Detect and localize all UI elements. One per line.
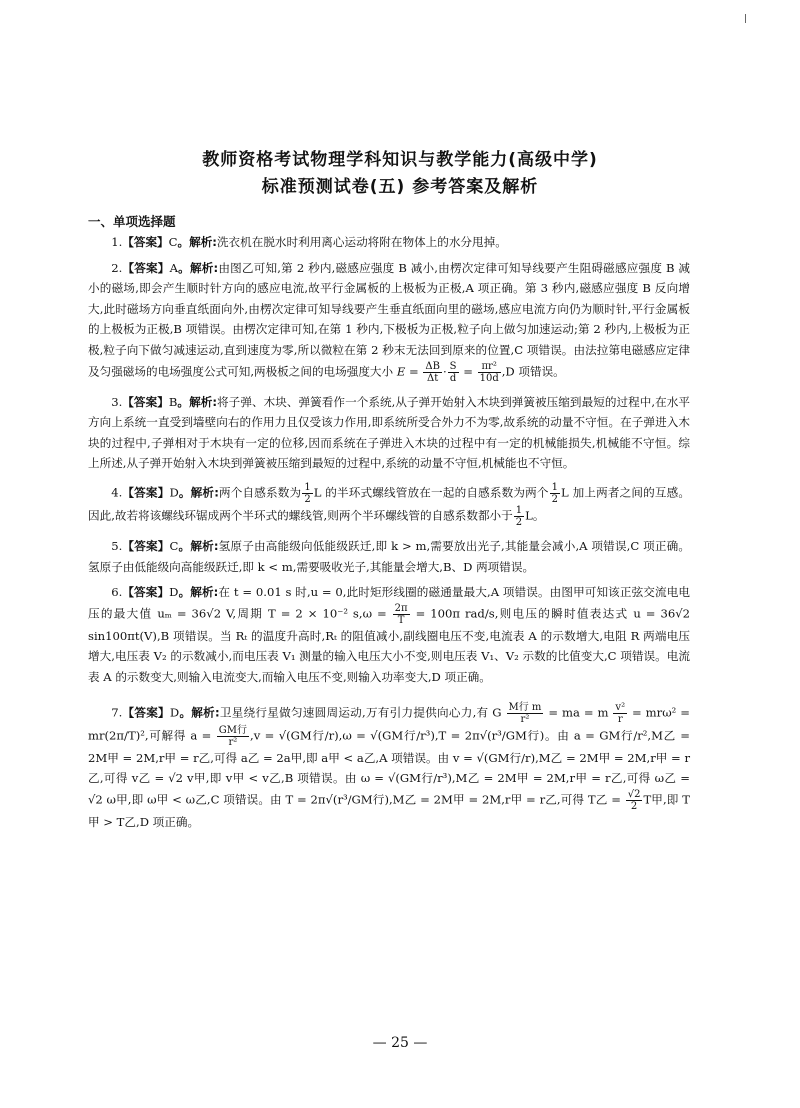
fraction: $\frac{\text{v²}}{r}$ [615,701,626,725]
fraction: $\frac{1}{2}$ [515,504,523,528]
answer-letter: C [168,235,178,249]
answer-list [88,232,690,837]
fraction: $\frac{2\pi}{T}$ [394,602,408,626]
answer-letter: A [169,260,178,275]
answer-letter: D [169,705,180,719]
answer-item-3: 3.【答案】B。解析:将子弹、木块、弹簧看作一个系统,从子弹开始射入木块到弹簧被压缩到最短的过程中,在水平方向上系统一直受到墙壁向右的作用力且仅受该力作用,即系统所受合外力不为零,故系统的动量不守恒。在子弹进入木块的过程中,子弹相对于木块有一定的位移,因而系统在子弹进入木块的过程中有一定的机械能损失,机械能不守恒。综上所述,从子弹开始射入木块到弹簧被压缩到最短的过程中,系统的动量不守恒,机械能也不守恒。 [88,394,691,471]
fraction: $\frac{√2}{2}$ [627,788,641,812]
page-subtitle: 标准预测试卷(五) 参考答案及解析 [261,177,539,197]
answer-letter: C [169,538,179,553]
fraction: $\frac{1}{2}$ [551,481,559,505]
fraction: $\frac{\text{M行 m}}{\text{r²}}$ [508,701,542,725]
fraction: $\frac{1}{2}$ [304,481,311,505]
fraction: $\frac{\text{GM行}}{\text{r²}}$ [218,724,248,748]
answer-item-6: 6.【答案】D。解析:在 t = 0.01 s 时,u = 0,此时矩形线圈的磁通量最大,A 项错误。由图甲可知该正弦交流电电压的最大值 uₘ = 36√2 V,周期 T = 2 × 10⁻² s,ω = $\frac{2\pi}{T}$ = 100π rad/s,则电压的瞬时值表达式 u = 36√2 sin100πt(V),B 项错误。当 Rₜ 的温度升高时,Rₜ 的阻值减小,副线圈电压不变,电流表 A 的示数增大,电阻 R 两端电压增大,电压表 V₂ 的示数减小,而电压表 V₁ 测量的输入电压大小不变,则电压表 V₁、V₂ 示数的比值变大,C 项错误。电流表 A 的示数变大,则输入电流变大,而输入电压不变,则输入功率变大,D 项正确。 [88,585,690,684]
fraction: $\frac{S}{d}$ [449,360,457,384]
fraction: $\frac{\Delta B}{\Delta t}$ [425,360,440,384]
answer-item-4: 4.【答案】D。解析:两个自感系数为 $\frac{1}{2}$ L 的半环式螺线管放在一起的自感系数为两个 $\frac{1}{2}$ L 加上两者之间的互感。因此,故若将该螺线环锯成两个半环式的螺线管,则两个半环螺线管的自感系数都小于 $\frac{1}{2}$ L。 [88,481,690,528]
formula-lhs: E = [396,364,419,379]
answer-letter: B [168,394,178,409]
answer-item-5: 5.【答案】C。解析:氢原子由高能级向低能级跃迁,即 k > m,需要放出光子,其能量会减小,A 项错误,C 项正确。氢原子由低能级向高能级跃迁,即 k < m,需要吸收光子,其能量会增大,B、D 两项错误。 [88,538,690,574]
answer-letter: D [169,585,179,600]
page-number: — 25 — [372,1035,428,1051]
section-heading: 一、单项选择题 [88,214,176,229]
page-title: 教师资格考试物理学科知识与教学能力(高级中学) [202,150,598,170]
answer-item-2: 2.【答案】A。解析:由图乙可知,第 2 秒内,磁感应强度 B 减小,由楞次定律可知导线要产生阻碍磁感应强度 B 减小的磁场,即会产生顺时针方向的感应电流,故平行金属板的上极板为正极,A 项正确。第 3 秒内,磁感应强度 B 反向增大,此时磁场方向垂直纸面向外,由楞次定律可知导线要产生垂直纸面向里的磁场,感应电流方向仍为顺时针,平行金属板的上极板为正极,B 项错误。由楞次定律可知,在第 1 秒内,下极板为正极,粒子向上做匀加速运动;第 2 秒内,上极板为正极,粒子向下做匀减速运动,直到速度为零,所以微粒在第 2 秒末无法回到原来的位置,C 项错误。由法拉第电磁感应定律及匀强磁场的电场强度公式可知,两极板之间的电场强度大小 E = $\frac{\Delta B}{\Delta t}$ · $\frac{S}{d}$ = $\frac{\text{πr²}}{10d}$ ,D 项错误。 [88,260,690,384]
answer-item-1: 1.【答案】C。解析:洗衣机在脱水时利用离心运动将附在物体上的水分甩掉。 [111,235,507,249]
scan-mark [745,14,746,23]
fraction: $\frac{\text{πr²}}{10d}$ [479,360,499,384]
answer-letter: D [169,485,179,500]
answer-item-7: 7.【答案】D。解析:卫星绕行星做匀速圆周运动,万有引力提供向心力,有 G $\frac{\text{M行 m}}{\text{r²}}$ = ma = m $\frac{\text{v²}}{r}$ = mrω² = mr(2π/T)²,可解得 a = $\frac{\text{GM行}}{\text{r²}}$ ,v = √(GM行/r),ω = √(GM行/r³),T = 2π√(r³/GM行)。由 a = GM行/r²,M乙 = 2M甲 = 2M,r甲 = r乙,可得 a乙 = 2a甲,即 a甲 < a乙,A 项错误。由 v = √(GM行/r),M乙 = 2M甲 = 2M,r甲 = r乙,可得 v乙 = √2 v甲,即 v甲 < v乙,B 项错误。由 ω = √(GM行/r³),M乙 = 2M甲 = 2M,r甲 = r乙,可得 ω乙 = √2 ω甲,即 ω甲 < ω乙,C 项错误。由 T = 2π√(r³/GM行),M乙 = 2M甲 = 2M,r甲 = r乙,可得 T乙 = $\frac{√2}{2}$ T甲,即 T甲 > T乙,D 项正确。 [88,701,690,829]
